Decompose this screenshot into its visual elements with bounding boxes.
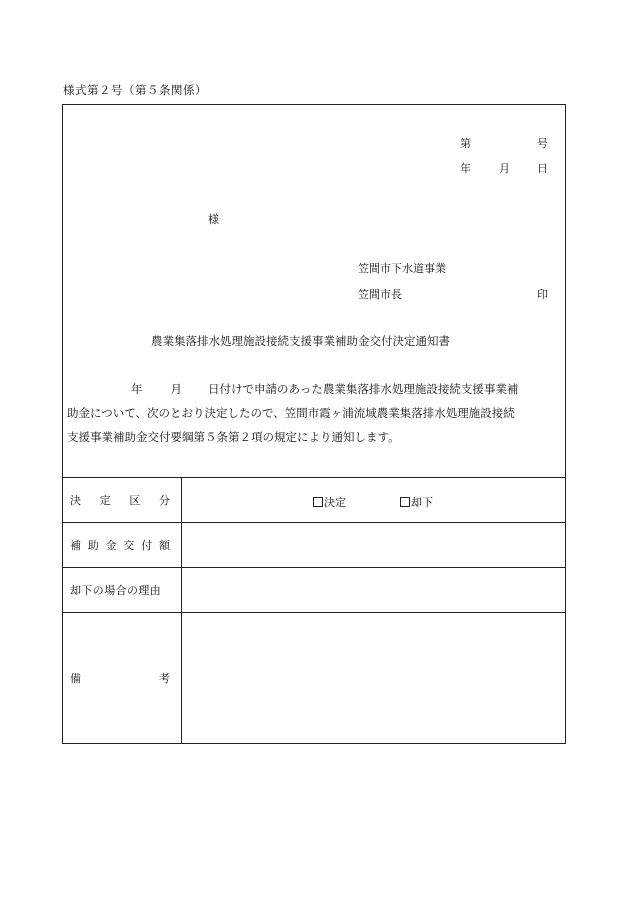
document-title: 農業集落排水処理施設接続支援事業補助金交付決定通知書 — [151, 334, 450, 348]
body-line-1 — [67, 377, 563, 401]
option-approve[interactable]: 決定 — [313, 494, 346, 510]
amount-field[interactable] — [182, 522, 565, 567]
body-line-3: 支援事業補助金交付要綱第５条第２項の規定により通知します。 — [67, 430, 400, 444]
decision-label: 決 定 区 分 — [70, 493, 170, 507]
remarks-field[interactable] — [182, 612, 565, 744]
option-reject[interactable]: 却下 — [400, 494, 433, 510]
remarks-label: 備 考 — [70, 672, 170, 685]
body-text-1: 日付けで申請のあった農業集落排水処理施設接続支援事業補 — [208, 382, 519, 396]
notice-form — [62, 104, 566, 744]
issuer-line-2: 笠間市長 — [358, 288, 402, 301]
recipient-suffix: 様 — [208, 213, 219, 226]
seal-mark: 印 — [537, 288, 548, 301]
date-day: 日 — [537, 162, 548, 175]
reason-field[interactable] — [182, 567, 565, 612]
body-month: 月 — [170, 382, 182, 396]
body-line-2: 助金について、次のとおり決定したので、笠間市霞ヶ浦流域農業集落排水処理施設接続 — [67, 406, 515, 420]
body-year: 年 — [131, 382, 143, 396]
reject-checkbox[interactable] — [400, 497, 410, 507]
reason-label: 却下の場合の理由 — [70, 583, 162, 597]
approve-checkbox[interactable] — [313, 497, 323, 507]
form-number-label: 様式第２号（第５条関係） — [63, 83, 207, 97]
amount-label: 補 助 金 交 付 額 — [70, 538, 170, 552]
number-prefix: 第 — [460, 137, 471, 150]
notice-body — [67, 377, 563, 449]
issuer-line-1: 笠間市下水道事業 — [358, 262, 446, 275]
date-month: 月 — [499, 162, 510, 175]
number-suffix: 号 — [537, 137, 548, 150]
date-year: 年 — [460, 162, 471, 175]
